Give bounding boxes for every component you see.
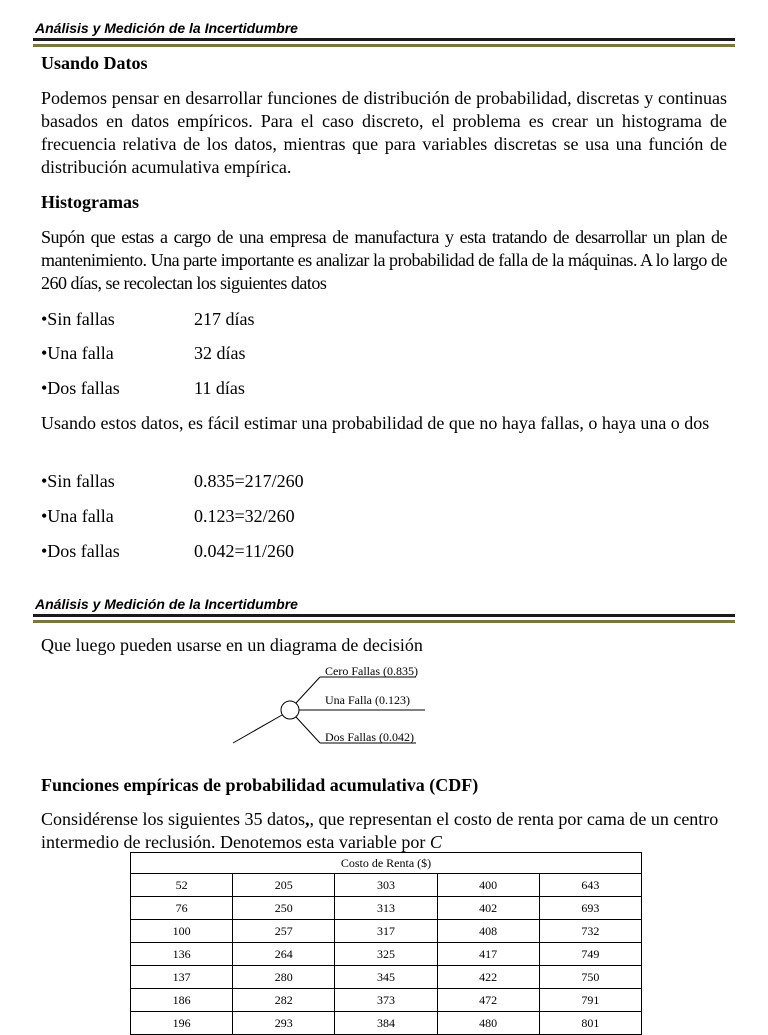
- heading-histogramas: Histogramas: [41, 192, 139, 212]
- table-row: [131, 874, 642, 897]
- branch-label: Cero Fallas (0.835): [325, 664, 418, 678]
- table-cell: 317: [335, 920, 437, 943]
- table-cell: 303: [335, 874, 437, 897]
- probability-label: •Una falla: [41, 506, 114, 526]
- paragraph-histogramas: Supón que estas a cargo de una empresa de manufactura y esta tratando de desarrollar un plan de mantenimiento. Una parte importante es analizar la probabilidad de falla de la máquinas. A lo largo de 260 días, se recolectan los siguientes datos: [41, 227, 727, 293]
- decision-tree-diagram: [225, 660, 455, 750]
- comma-bold: ,: [304, 809, 310, 829]
- table-cell: 137: [131, 966, 233, 989]
- heading-cdf: Funciones empíricas de probabilidad acumulativa (CDF): [41, 775, 479, 795]
- header-rule-olive: [33, 620, 735, 623]
- paragraph-cdf-part-a: Considérense los siguientes 35 datos: [41, 809, 305, 829]
- header-rule-olive: [33, 44, 735, 47]
- paragraph-cdf: [41, 808, 727, 854]
- table-cell: 400: [437, 874, 539, 897]
- table-row: [131, 1012, 642, 1035]
- table-cell: 205: [233, 874, 335, 897]
- table-cell: 325: [335, 943, 437, 966]
- table-cell: 345: [335, 966, 437, 989]
- table-row: [131, 943, 642, 966]
- table-cell: 749: [539, 943, 641, 966]
- variable-c: C: [429, 832, 442, 852]
- probability-value: 0.835=217/260: [194, 471, 304, 491]
- table-cell: 280: [233, 966, 335, 989]
- paragraph-usando-datos: Podemos pensar en desarrollar funciones de distribución de probabilidad, discretas y continuas basados en datos empíricos. Para el caso discreto, el problema es crear un histograma de frecuencia relativa de los datos, mientras que para variables discretas se usa una función de distribución acumulativa empírica.: [41, 88, 727, 177]
- table-cell: 693: [539, 897, 641, 920]
- table-header-row: [131, 853, 642, 874]
- count-value: 11 días: [194, 378, 245, 398]
- count-value: 217 días: [194, 309, 255, 329]
- probability-label: •Sin fallas: [41, 471, 115, 491]
- table-cell: 282: [233, 989, 335, 1012]
- page-header-title: Análisis y Medición de la Incertidumbre: [35, 596, 298, 612]
- table-cell: 196: [131, 1012, 233, 1035]
- table-cell: 264: [233, 943, 335, 966]
- page-header-title: Análisis y Medición de la Incertidumbre: [35, 20, 298, 36]
- table-row: [131, 920, 642, 943]
- branch-label: Dos Fallas (0.042): [325, 730, 414, 744]
- table-cell: 373: [335, 989, 437, 1012]
- branch-label: Una Falla (0.123): [325, 693, 410, 707]
- probability-value: 0.042=11/260: [194, 541, 294, 561]
- branch-line-2: [296, 717, 320, 743]
- table-row: [131, 897, 642, 920]
- table-cell: 136: [131, 943, 233, 966]
- table-cell: 801: [539, 1012, 641, 1035]
- table-title: Costo de Renta ($): [131, 853, 642, 874]
- cost-table: [130, 852, 642, 1035]
- paragraph-decision-diagram: Que luego pueden usarse en un diagrama de decisión: [41, 635, 423, 655]
- count-label: •Una falla: [41, 343, 114, 363]
- count-value: 32 días: [194, 343, 246, 363]
- header-rule-dark: [33, 614, 735, 617]
- table-cell: 257: [233, 920, 335, 943]
- table-cell: 732: [539, 920, 641, 943]
- table-cell: 402: [437, 897, 539, 920]
- table-cell: 480: [437, 1012, 539, 1035]
- chance-node: [281, 701, 299, 719]
- table-cell: 417: [437, 943, 539, 966]
- paragraph-cdf-part-b: , que representan el costo de renta por cama de un centro intermedio de reclusión. Denotemos esta variable por: [41, 809, 719, 852]
- probability-value: 0.123=32/260: [194, 506, 295, 526]
- table-cell: 186: [131, 989, 233, 1012]
- table-row: [131, 989, 642, 1012]
- heading-usando-datos: Usando Datos: [41, 53, 148, 73]
- count-label: •Dos fallas: [41, 378, 120, 398]
- header-rule-dark: [33, 38, 735, 41]
- tree-input-line: [233, 715, 282, 743]
- table-cell: 52: [131, 874, 233, 897]
- table-cell: 250: [233, 897, 335, 920]
- count-label: •Sin fallas: [41, 309, 115, 329]
- table-cell: 384: [335, 1012, 437, 1035]
- table-cell: 313: [335, 897, 437, 920]
- paragraph-estimate: Usando estos datos, es fácil estimar una probabilidad de que no haya fallas, o haya una o dos: [41, 413, 710, 433]
- probability-label: •Dos fallas: [41, 541, 120, 561]
- table-cell: 472: [437, 989, 539, 1012]
- table-cell: 100: [131, 920, 233, 943]
- table-cell: 791: [539, 989, 641, 1012]
- table-cell: 750: [539, 966, 641, 989]
- table-cell: 422: [437, 966, 539, 989]
- table-row: [131, 966, 642, 989]
- branch-line-0: [296, 677, 320, 703]
- table-cell: 643: [539, 874, 641, 897]
- table-cell: 76: [131, 897, 233, 920]
- table-cell: 408: [437, 920, 539, 943]
- table-cell: 293: [233, 1012, 335, 1035]
